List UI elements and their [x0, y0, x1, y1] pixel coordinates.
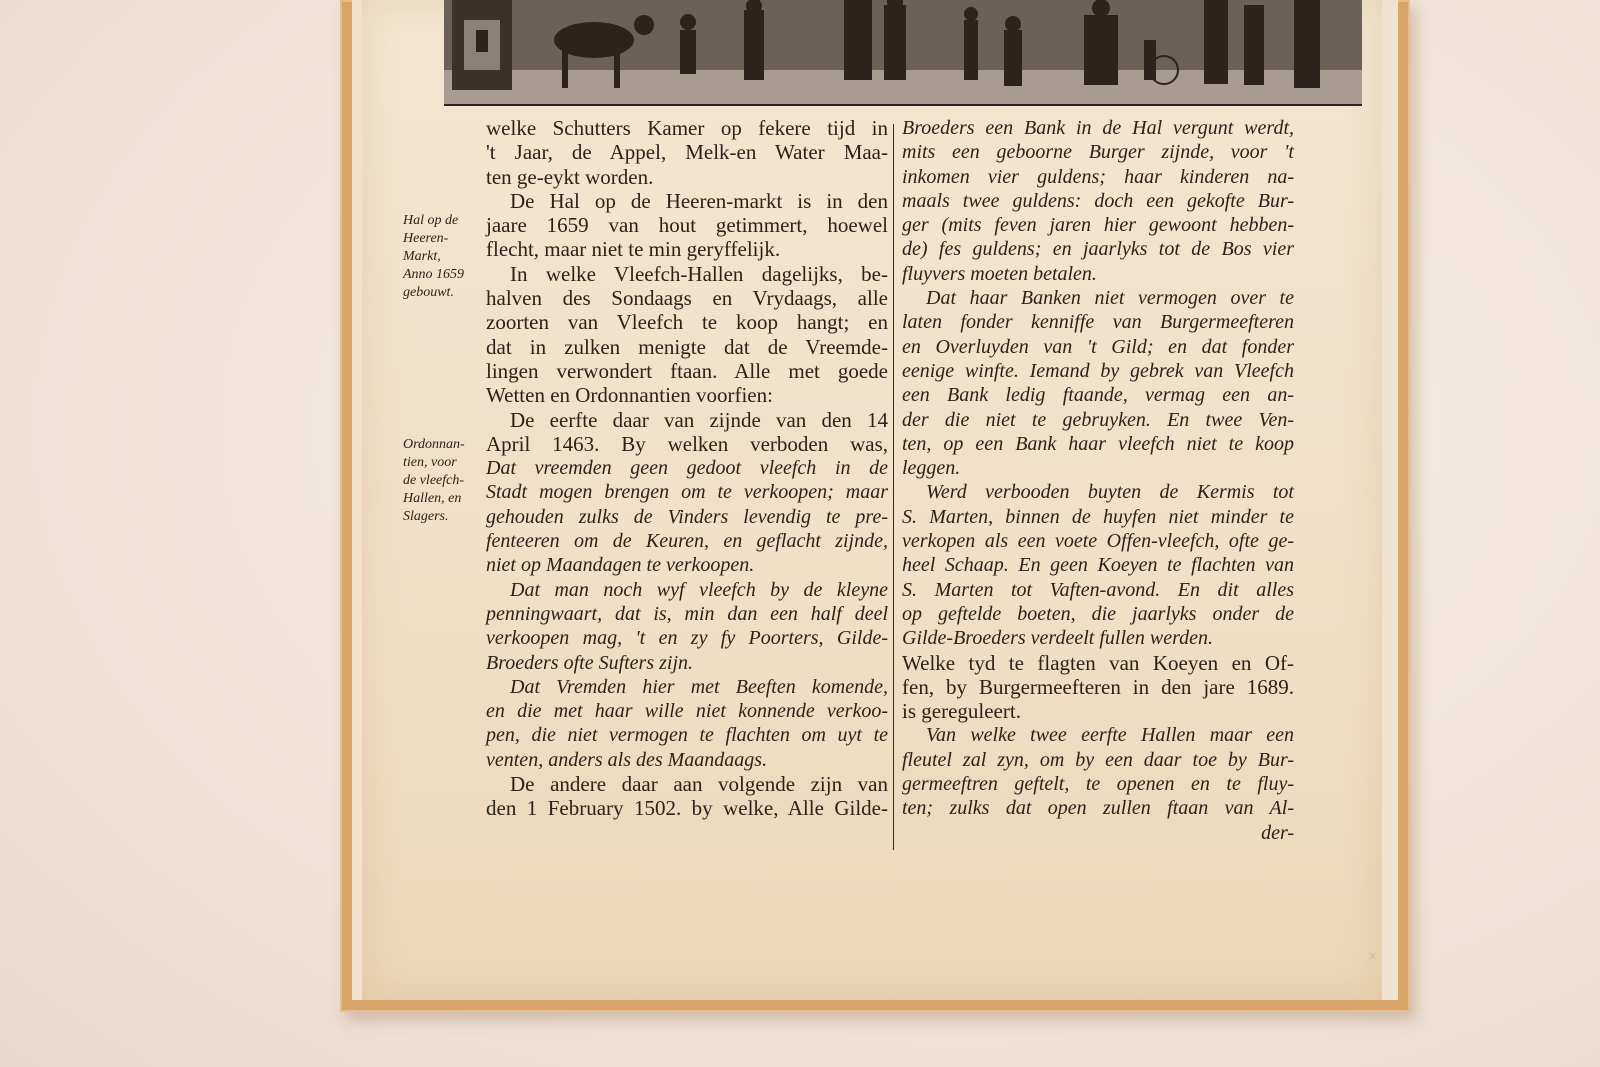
- text-line: flecht, maar niet te min geryffelijk.: [486, 237, 781, 262]
- text-line: fen, by Burgermeefteren in den jare 1689.: [902, 674, 1294, 699]
- text-line: Dat haar Banken niet vermogen over te: [926, 287, 1294, 310]
- text-line: is gereguleert.: [902, 699, 1021, 724]
- text-line: Stadt mogen brengen om te verkoopen; maar: [486, 481, 888, 504]
- text-line: jaare 1659 van hout getimmert, hoewel: [486, 213, 888, 238]
- text-line: maals twee guldens: doch een gekofte Bur-: [902, 189, 1294, 212]
- text-line: Broeders een Bank in de Hal vergunt werdt,: [902, 117, 1294, 139]
- text-line: mits een geboorne Burger zijnde, voor 't: [902, 141, 1294, 164]
- left-text-column: [486, 116, 888, 821]
- text-line: S. Marten tot Vaften-avond. En dit alles: [902, 578, 1294, 601]
- text-line: der die niet te gebruyken. En twee Ven-: [902, 408, 1294, 431]
- text-line: Gilde-Broeders verdeelt fullen werden.: [902, 627, 1214, 650]
- text-line: den 1 February 1502. by welke, Alle Gilde-: [486, 796, 888, 821]
- text-line: ger (mits feven jaren hier gewoont hebben-: [902, 214, 1294, 237]
- text-line: Werd verbooden buyten de Kermis tot: [926, 481, 1294, 504]
- margin-note-line: gebouwt.: [403, 285, 454, 300]
- text-line: op geftelde boeten, die jaarlyks onder de: [902, 602, 1294, 625]
- text-line: venten, anders als des Maandaags.: [486, 748, 768, 771]
- engraving-scene: [444, 0, 1362, 104]
- margin-note-line: Heeren-: [403, 231, 449, 246]
- text-line: Welke tyd te flagten van Koeyen en Of-: [902, 650, 1294, 675]
- text-line: Dat Vremden hier met Beeften komende,: [510, 675, 888, 698]
- text-line: verkoopen mag, 't en zy fy Poorters, Gilde-: [486, 627, 888, 650]
- engraving-illustration: [444, 0, 1362, 106]
- text-line: der-: [1261, 821, 1294, 844]
- text-line: inkomen vier guldens; haar kinderen na-: [902, 165, 1294, 188]
- text-line: een Bank ledig ftaande, vermag een an-: [902, 384, 1294, 407]
- text-line: welke Schutters Kamer op fekere tijd in: [486, 116, 888, 140]
- text-line: en Overluyden van 't Gild; en dat fonder: [902, 335, 1294, 358]
- margin-note-line: Markt,: [403, 249, 441, 264]
- margin-note-line: Hal op de: [403, 213, 459, 228]
- text-line: de) fes guldens; en jaarlyks tot de Bos vier: [902, 238, 1294, 261]
- margin-note-line: de vleefch-: [403, 473, 465, 488]
- column-divider: [893, 124, 894, 850]
- text-line: De Hal op de Heeren-markt is in den: [510, 188, 888, 213]
- margin-note-line: Slagers.: [403, 509, 449, 524]
- right-text-column: [902, 116, 1294, 845]
- text-line: De eerfte daar van zijnde van den 14: [510, 407, 888, 432]
- margin-note-line: tien, voor: [403, 455, 457, 470]
- text-line: In welke Vleefch-Hallen dagelijks, be-: [510, 261, 888, 286]
- text-line: fluyvers moeten betalen.: [902, 262, 1097, 285]
- text-line: Broeders ofte Sufters zijn.: [486, 651, 694, 674]
- text-line: De andere daar aan volgende zijn van: [510, 772, 888, 797]
- text-line: S. Marten, binnen de huyfen niet minder te: [902, 505, 1294, 528]
- text-line: en die met haar wille niet konnende verkoo-: [486, 700, 888, 723]
- text-line: eenige winfte. Iemand by gebrek van Vleefch: [902, 359, 1294, 382]
- text-line: penningwaart, dat is, min dan een half deel: [486, 602, 888, 625]
- text-line: lingen verwondert ftaan. Alle met goede: [486, 358, 888, 383]
- margin-note-line: Anno 1659: [403, 267, 465, 282]
- text-line: zoorten van Vleefch te koop hangt; en: [486, 310, 888, 335]
- text-line: leggen.: [902, 457, 961, 480]
- text-line: ten, op een Bank haar vleefch niet te koop: [902, 432, 1294, 455]
- text-line: halven des Sondaags en Vrydaags, alle: [486, 286, 888, 311]
- text-line: Van welke twee eerfte Hallen maar een: [926, 724, 1294, 747]
- text-line: heel Schaap. En geen Koeyen te flachten van: [902, 554, 1294, 577]
- text-line: Dat vreemden geen gedoot vleefch in de: [486, 457, 888, 480]
- margin-note-line: Ordonnan-: [403, 437, 465, 452]
- text-line: 't Jaar, de Appel, Melk-en Water Maa-: [486, 140, 888, 165]
- text-line: laten fonder kenniffe van Burgermeefteren: [902, 311, 1294, 334]
- text-line: niet op Maandagen te verkoopen.: [486, 554, 755, 577]
- pencil-mark-icon: ×: [1368, 948, 1378, 965]
- text-line: Dat man noch wyf vleefch by de kleyne: [510, 578, 888, 601]
- text-line: Wetten en Ordonnantien voorfien:: [486, 383, 773, 408]
- text-line: fenteeren om de Keuren, en geflacht zijnde,: [486, 530, 888, 553]
- text-line: pen, die niet vermogen te flachten om uyt te: [486, 724, 888, 747]
- text-line: verkopen als een voete Offen-vleefch, ofte ge-: [902, 530, 1294, 553]
- text-line: ten ge-eykt worden.: [486, 164, 654, 189]
- text-line: April 1463. By welken verboden was,: [486, 431, 888, 456]
- margin-note-hal: [403, 212, 493, 302]
- text-line: fleutel zal zyn, om by een daar toe by Bur-: [902, 748, 1294, 771]
- text-line: dat in zulken menigte dat de Vreemde-: [486, 334, 888, 359]
- margin-note-line: Hallen, en: [403, 491, 462, 506]
- text-line: germeeftren geftelt, te openen en te fluy-: [902, 773, 1294, 796]
- text-line: gehouden zulks de Vinders levendig te pre-: [486, 505, 888, 528]
- margin-note-ordonnantien: [403, 436, 493, 526]
- text-line: ten; zulks dat open zullen ftaan van Al-: [902, 797, 1294, 820]
